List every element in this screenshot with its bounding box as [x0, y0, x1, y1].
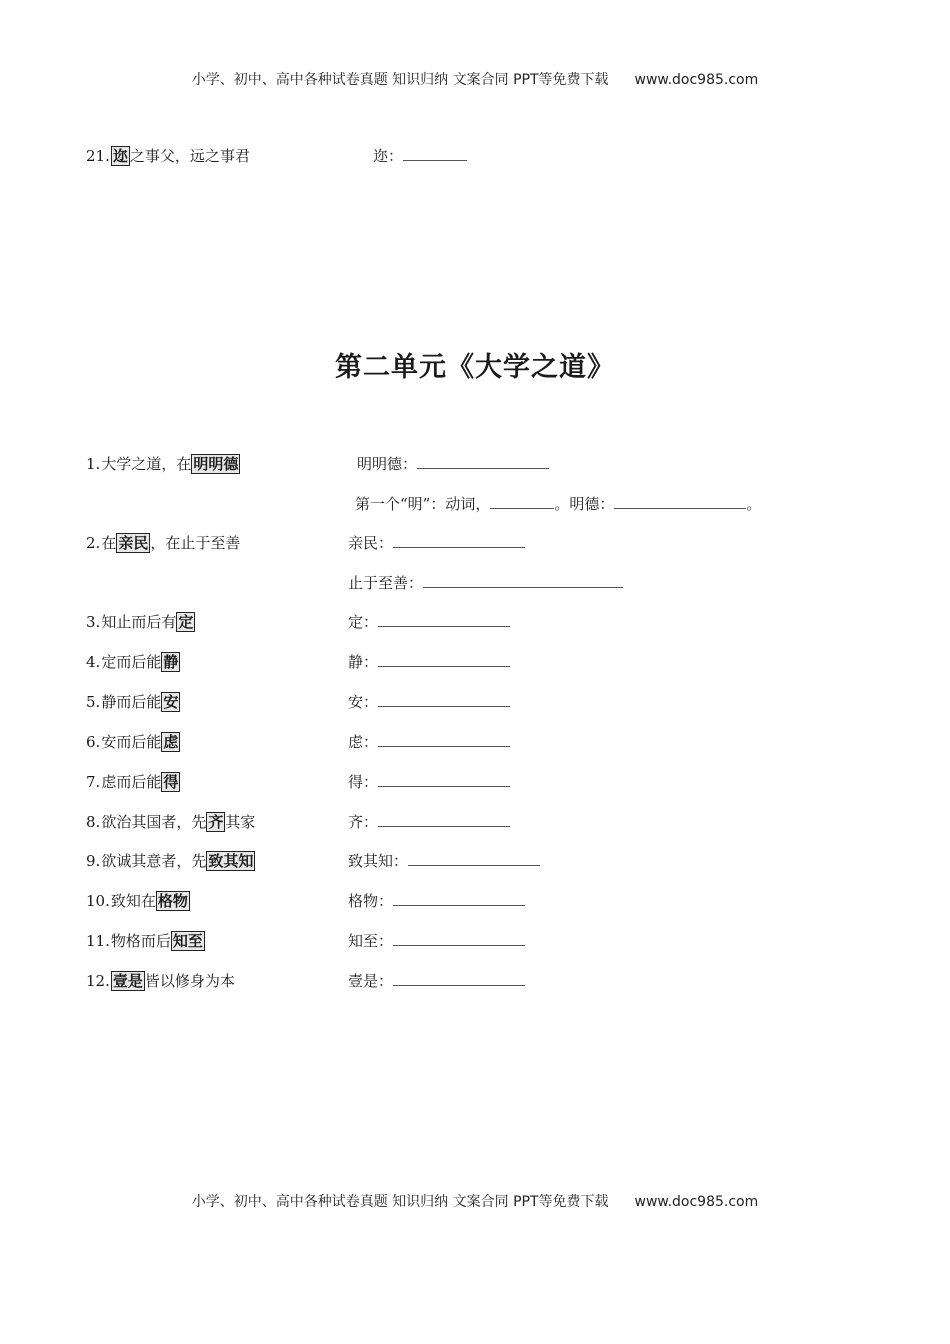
sentence-after: ，在止于至善 [150, 534, 241, 552]
answer-blank[interactable] [393, 971, 525, 986]
highlighted-word: 定 [178, 613, 194, 631]
unit-title: 第二单元《大学之道》 [335, 352, 615, 383]
question-4 [86, 651, 180, 673]
sentence-before: 静而后能 [101, 693, 162, 711]
header-text: 小学、初中、高中各种试卷真题 知识归纳 文案合同 PPT等免费下载 [191, 72, 609, 88]
sentence-before: 物格而后 [110, 932, 171, 950]
question-11 [86, 930, 205, 952]
sub-prompt-2: 。明德： [554, 495, 615, 513]
answer-blank[interactable] [378, 812, 510, 827]
sub-prompt-1: 第一个“明”：动词， [355, 495, 491, 513]
question-3 [86, 611, 195, 633]
answer-12 [348, 970, 525, 992]
question-number: 11. [86, 932, 110, 950]
question-number: 12. [86, 972, 110, 990]
highlighted-word: 虑 [163, 733, 179, 751]
sentence-before: 知止而后有 [101, 613, 177, 631]
answer-1 [357, 453, 549, 475]
answer-6 [348, 731, 510, 753]
question-number: 7. [86, 773, 101, 791]
answer-21 [373, 145, 467, 167]
highlighted-word: 静 [163, 653, 179, 671]
answer-label: 格物： [348, 892, 394, 910]
sentence-before: 大学之道，在 [101, 455, 192, 473]
sentence-before: 安而后能 [101, 733, 162, 751]
question-5 [86, 691, 180, 713]
answer-blank[interactable] [614, 494, 746, 509]
sentence-before: 定而后能 [101, 653, 162, 671]
answer-blank[interactable] [408, 851, 540, 866]
question-number: 2. [86, 534, 101, 552]
question-1 [86, 453, 240, 475]
question-7 [86, 771, 180, 793]
highlighted-word: 知至 [172, 932, 203, 950]
question-number: 3. [86, 613, 101, 631]
answer-label: 定： [348, 613, 379, 631]
answer-10 [348, 890, 525, 912]
question-6 [86, 731, 180, 753]
answer-blank[interactable] [403, 146, 467, 161]
answer-label: 齐： [348, 813, 379, 831]
answer-blank[interactable] [378, 692, 510, 707]
highlighted-word: 得 [163, 773, 179, 791]
question-21 [86, 145, 250, 167]
footer-text: 小学、初中、高中各种试卷真题 知识归纳 文案合同 PPT等免费下载 [191, 1194, 609, 1210]
highlighted-word: 安 [163, 693, 179, 711]
answer-label: 安： [348, 693, 379, 711]
answer-blank[interactable] [423, 573, 623, 588]
question-number: 9. [86, 852, 101, 870]
answer-1-sub [355, 493, 761, 515]
answer-blank[interactable] [393, 931, 525, 946]
answer-blank[interactable] [378, 772, 510, 787]
answer-blank[interactable] [393, 533, 525, 548]
answer-5 [348, 691, 510, 713]
header-url[interactable]: www.doc985.com [634, 72, 759, 88]
answer-2 [348, 532, 525, 554]
answer-11 [348, 930, 525, 952]
answer-label: 得： [348, 773, 379, 791]
answer-label: 知至： [348, 932, 394, 950]
answer-blank[interactable] [378, 732, 510, 747]
answer-blank[interactable] [378, 612, 510, 627]
answer-label: 虑： [348, 733, 379, 751]
answer-blank[interactable] [490, 494, 554, 509]
question-number: 8. [86, 813, 101, 831]
highlighted-word: 致其知 [208, 852, 254, 870]
sentence-before: 在 [101, 534, 117, 552]
page-header [0, 69, 950, 89]
question-9 [86, 850, 255, 872]
sentence-before: 虑而后能 [101, 773, 162, 791]
highlighted-word: 迩 [112, 147, 128, 165]
highlighted-word: 亲民 [118, 534, 149, 552]
question-number: 4. [86, 653, 101, 671]
sentence-before: 致知在 [110, 892, 156, 910]
highlighted-word: 格物 [157, 892, 188, 910]
answer-label: 亲民： [348, 534, 394, 552]
answer-blank[interactable] [393, 891, 525, 906]
answer-3 [348, 611, 510, 633]
sentence-after: 其家 [225, 813, 256, 831]
question-number: 6. [86, 733, 101, 751]
sentence-before: 欲诚其意者，先 [101, 852, 207, 870]
question-number: 10. [86, 892, 110, 910]
answer-label: 致其知： [348, 852, 409, 870]
question-12 [86, 970, 235, 992]
question-number: 5. [86, 693, 101, 711]
answer-label: 止于至善： [348, 574, 424, 592]
question-number: 1. [86, 455, 101, 473]
sentence-before: 欲治其国者，先 [101, 813, 207, 831]
sentence-after: 之事父，远之事君 [129, 147, 250, 165]
answer-label: 明明德： [357, 455, 418, 473]
sub-prompt-3: 。 [746, 495, 762, 513]
footer-url[interactable]: www.doc985.com [634, 1194, 759, 1210]
question-number: 21. [86, 147, 110, 165]
highlighted-word: 明明德 [193, 455, 239, 473]
question-8 [86, 811, 255, 833]
question-2 [86, 532, 240, 554]
page-footer [0, 1191, 950, 1211]
answer-blank[interactable] [378, 652, 510, 667]
answer-label: 迩： [373, 147, 404, 165]
sentence-after: 皆以修身为本 [144, 972, 235, 990]
answer-7 [348, 771, 510, 793]
question-10 [86, 890, 190, 912]
highlighted-word: 齐 [208, 813, 224, 831]
answer-2-sub [348, 572, 623, 594]
answer-blank[interactable] [417, 454, 549, 469]
answer-8 [348, 811, 510, 833]
answer-label: 静： [348, 653, 379, 671]
highlighted-word: 壹是 [112, 972, 143, 990]
answer-label: 壹是： [348, 972, 394, 990]
answer-4 [348, 651, 510, 673]
answer-9 [348, 850, 540, 872]
